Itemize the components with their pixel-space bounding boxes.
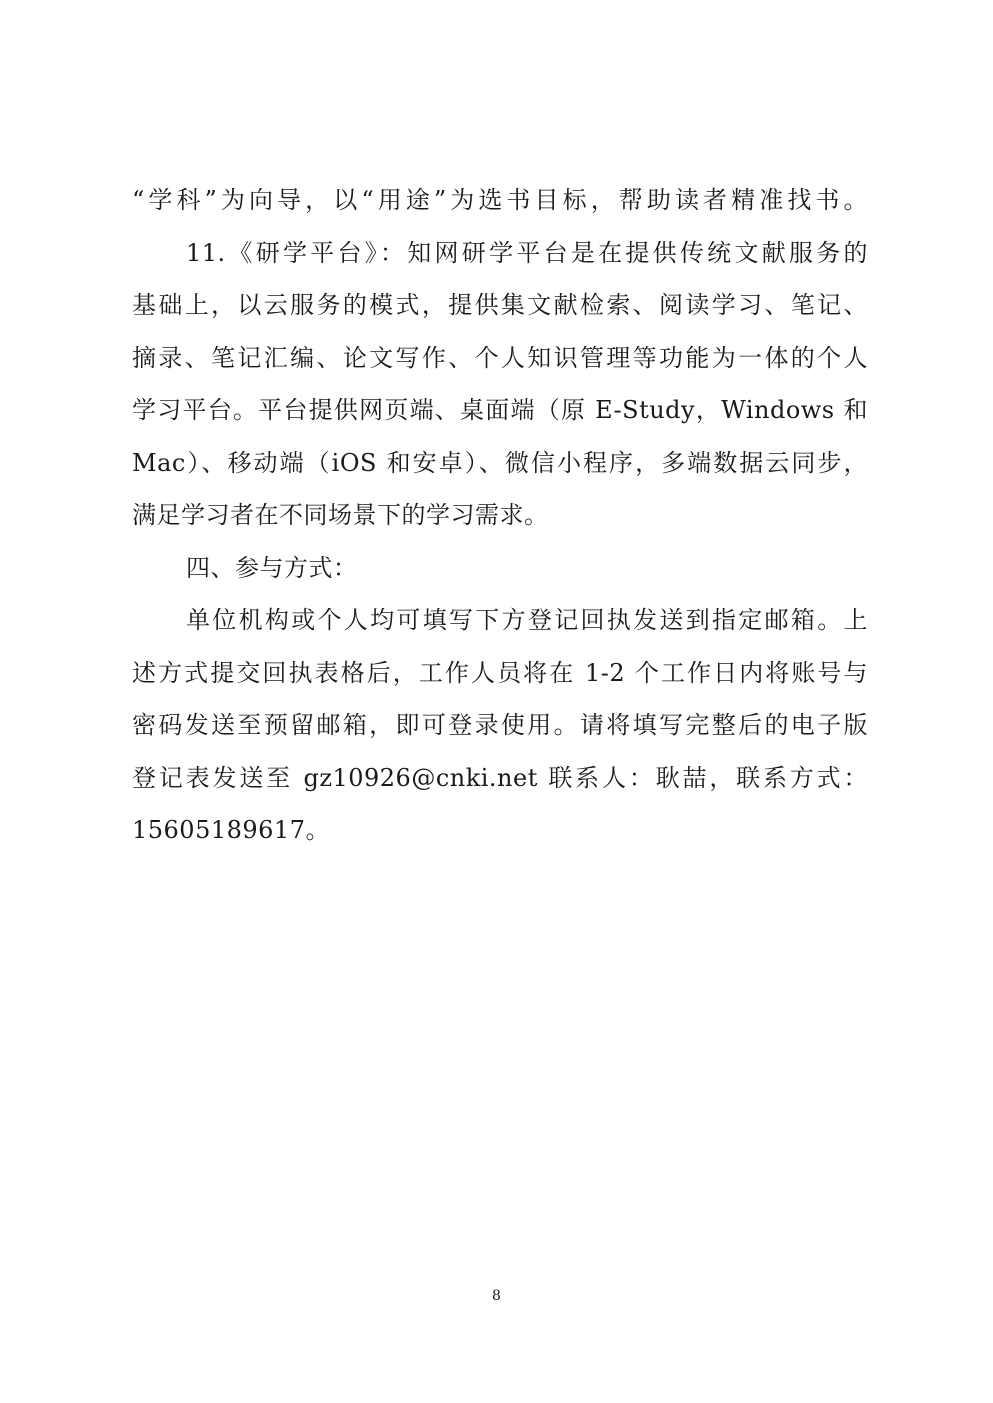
text-line: 单位机构或个人均可填写下方登记回执发送到指定邮箱。上	[186, 606, 868, 634]
text-line: 11.《研学平台》：知网研学平台是在提供传统文献服务的	[186, 238, 868, 267]
text-line: 摘录、笔记汇编、论文写作、个人知识管理等功能为一体的个人	[132, 343, 868, 372]
text-line: 基础上，以云服务的模式，提供集文献检索、阅读学习、笔记、	[132, 291, 868, 319]
text-line: 述方式提交回执表格后，工作人员将在 1-2 个工作日内将账号与	[132, 658, 868, 687]
text-line: Mac）、移动端（iOS 和安卓）、微信小程序，多端数据云同步，	[132, 448, 868, 477]
text-line: 满足学习者在不同场景下的学习需求。	[132, 501, 549, 529]
section-heading: 四、参与方式：	[186, 553, 358, 582]
body-text	[132, 174, 868, 857]
text-line: 密码发送至预留邮箱，即可登录使用。请将填写完整后的电子版	[132, 711, 868, 739]
text-line: 15605189617。	[132, 816, 330, 844]
text-line: 学习平台。平台提供网页端、桌面端（原 E-Study，Windows 和	[132, 396, 868, 424]
text-line: “学科”为向导，以“用途”为选书目标，帮助读者精准找书。	[132, 186, 868, 214]
text-line: 登记表发送至 gz10926@cnki.net 联系人：耿喆，联系方式：	[132, 763, 868, 792]
page-number: 8	[492, 1288, 501, 1304]
